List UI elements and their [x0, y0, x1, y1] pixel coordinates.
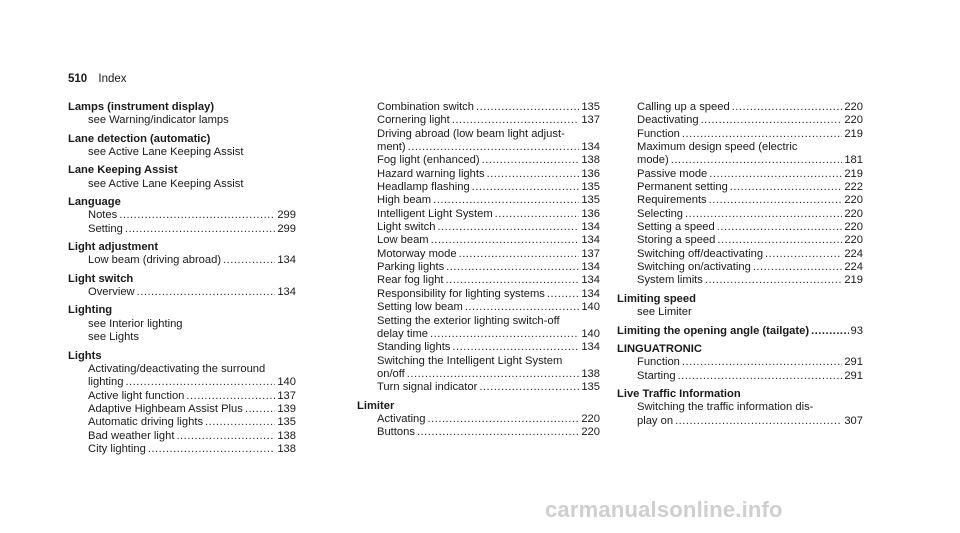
entry-heading: Live Traffic Information	[617, 387, 741, 400]
page-reference[interactable]: 135	[277, 416, 296, 429]
dot-leader	[705, 274, 842, 287]
index-entry	[617, 388, 863, 428]
entry-item-label: Switching on/activating	[637, 261, 751, 274]
page-reference[interactable]: 181	[844, 154, 863, 167]
index-column-1	[68, 101, 296, 456]
dot-leader	[417, 426, 579, 439]
entry-item-row[interactable]	[357, 368, 600, 381]
entry-item-label: Adaptive Highbeam Assist Plus	[88, 402, 243, 415]
entry-item-label: Function	[637, 127, 680, 140]
page-reference[interactable]: 136	[581, 167, 600, 180]
entry-heading: Limiting speed	[617, 292, 696, 305]
dot-leader	[701, 114, 843, 127]
dot-leader	[205, 416, 275, 429]
dot-leader	[753, 261, 843, 274]
dot-leader	[472, 181, 580, 194]
entry-item-row[interactable]	[357, 181, 600, 194]
dot-leader	[685, 208, 842, 221]
entry-item: Switching the traffic information dis-	[637, 401, 814, 414]
entry-item-label: Setting a speed	[637, 221, 715, 234]
entry-item-label: Rear fog light	[377, 274, 444, 287]
dot-leader	[437, 221, 579, 234]
entry-item-label: Headlamp flashing	[377, 181, 470, 194]
index-entry	[68, 133, 296, 160]
entry-item-row[interactable]	[68, 443, 296, 456]
entry-heading: Lane detection (automatic)	[68, 132, 211, 145]
entry-item-label: Calling up a speed	[637, 101, 730, 113]
entry-item-row[interactable]	[357, 248, 600, 261]
page-reference[interactable]: 135	[581, 194, 600, 207]
entry-item-row[interactable]	[617, 101, 863, 114]
dot-leader	[125, 223, 275, 236]
entry-item: see Warning/indicator lamps	[88, 114, 229, 127]
entry-item-row[interactable]	[357, 381, 600, 394]
entry-item-row[interactable]	[357, 413, 600, 426]
dot-leader	[452, 341, 579, 354]
page-reference[interactable]: 291	[844, 356, 863, 369]
dot-leader	[717, 234, 842, 247]
dot-leader	[148, 443, 276, 456]
watermark: carmanualsonline.info	[545, 497, 783, 522]
entry-item-label: Turn signal indicator	[377, 381, 478, 394]
dot-leader	[176, 430, 275, 443]
entry-heading: LINGUATRONIC	[617, 342, 702, 355]
entry-item-row[interactable]	[617, 356, 863, 369]
entry-item: see Active Lane Keeping Assist	[88, 177, 244, 190]
entry-item-label: Light switch	[377, 221, 436, 234]
entry-item-label: Deactivating	[637, 114, 699, 127]
entry-item-label: Passive mode	[637, 167, 708, 180]
dot-leader	[430, 328, 579, 341]
entry-item-label: Low beam	[377, 234, 429, 247]
entry-item-label: Function	[637, 356, 680, 369]
index-entry	[617, 101, 863, 288]
dot-leader	[446, 261, 579, 274]
index-entry	[68, 196, 296, 236]
page-reference[interactable]: 134	[581, 141, 600, 154]
entry-heading: Limiter	[357, 399, 395, 412]
entry-item-label: ment)	[377, 141, 406, 154]
entry-item-row[interactable]	[357, 221, 600, 234]
entry-item-row[interactable]	[357, 328, 600, 341]
entry-item: Switching the Intelligent Light System	[377, 354, 563, 367]
entry-item-label: Notes	[88, 209, 118, 222]
dot-leader	[730, 181, 843, 194]
entry-item-label: Requirements	[637, 194, 707, 207]
dot-leader	[709, 194, 843, 207]
page-reference[interactable]: 224	[844, 247, 863, 260]
dot-leader	[433, 194, 579, 207]
entry-item-label: Switching off/deactivating	[637, 247, 764, 260]
page-reference[interactable]: 138	[581, 154, 600, 167]
dot-leader	[671, 154, 843, 167]
dot-leader	[495, 208, 580, 221]
page-reference[interactable]: 299	[277, 209, 296, 222]
entry-item-row[interactable]	[68, 430, 296, 443]
entry-item: Activating/deactivating the surround	[88, 362, 266, 375]
dot-leader	[482, 154, 580, 167]
entry-item-label: Hazard warning lights	[377, 167, 485, 180]
entry-heading: Light adjustment	[68, 241, 159, 254]
dot-leader	[709, 168, 842, 181]
page-reference[interactable]: 134	[277, 254, 296, 267]
entry-item-row[interactable]	[357, 114, 600, 127]
page-reference[interactable]: 220	[844, 234, 863, 247]
page-reference[interactable]: 140	[581, 327, 600, 340]
index-entry	[357, 101, 600, 395]
entry-item-row[interactable]	[68, 416, 296, 429]
entry-item-row[interactable]	[68, 376, 296, 389]
dot-leader	[487, 168, 580, 181]
entry-heading: Lane Keeping Assist	[68, 164, 178, 177]
dot-leader	[682, 128, 842, 141]
entry-item-row[interactable]	[357, 154, 600, 167]
entry-item-row[interactable]	[617, 370, 863, 383]
entry-heading: Lights	[68, 349, 102, 362]
dot-leader	[675, 415, 842, 428]
index-entry	[68, 350, 296, 457]
index-entry	[617, 343, 863, 383]
page-reference[interactable]: 134	[581, 287, 600, 300]
dot-leader	[459, 248, 580, 261]
entry-item-row[interactable]	[617, 274, 863, 287]
page-reference[interactable]: 135	[581, 381, 600, 394]
page-reference[interactable]: 291	[844, 369, 863, 382]
index-entry	[617, 325, 863, 338]
entry-item-row[interactable]	[617, 114, 863, 127]
index-entry	[617, 293, 863, 320]
entry-item-label: Selecting	[637, 207, 684, 220]
index-entry	[68, 273, 296, 300]
page-reference[interactable]: 93	[850, 324, 863, 337]
page-reference[interactable]: 134	[581, 341, 600, 354]
entry-item-label: Low beam (driving abroad)	[88, 254, 222, 267]
section-title: Index	[98, 73, 127, 85]
dot-leader	[465, 301, 580, 314]
entry-item-row[interactable]	[68, 286, 296, 299]
dot-leader	[682, 356, 842, 369]
entry-item-row[interactable]	[357, 274, 600, 287]
dot-leader	[245, 403, 275, 416]
dot-leader	[407, 368, 580, 381]
dot-leader	[186, 390, 275, 403]
entry-item-label: Responsibility for lighting systems	[377, 287, 545, 300]
entry-item: see Limiter	[637, 306, 692, 319]
index-entry	[357, 400, 600, 440]
entry-item-row[interactable]	[617, 208, 863, 221]
dot-leader	[408, 141, 580, 154]
entry-item-label: Starting	[637, 369, 676, 382]
entry-item: see Active Lane Keeping Assist	[88, 146, 244, 159]
entry-item-label: Setting	[88, 222, 123, 235]
index-entry	[68, 101, 296, 128]
entry-item-row[interactable]	[617, 221, 863, 234]
entry-item-row[interactable]	[617, 128, 863, 141]
entry-item-label: Parking lights	[377, 261, 445, 274]
page-reference[interactable]: 220	[581, 412, 600, 425]
entry-item-row[interactable]	[357, 208, 600, 221]
dot-leader	[765, 248, 842, 261]
entry-item-row[interactable]	[357, 141, 600, 154]
entry-heading: Light switch	[68, 272, 134, 285]
page-reference[interactable]: 219	[844, 167, 863, 180]
entry-item-row[interactable]	[617, 181, 863, 194]
entry-item-row[interactable]	[357, 101, 600, 114]
entry-item-row[interactable]	[68, 209, 296, 222]
page-reference[interactable]: 220	[844, 194, 863, 207]
page-reference[interactable]: 220	[844, 207, 863, 220]
entry-item-label: Motorway mode	[377, 247, 457, 260]
page-reference[interactable]: 138	[277, 442, 296, 455]
entry-item-row[interactable]	[68, 390, 296, 403]
entry-item-label: System limits	[637, 274, 703, 287]
page-reference[interactable]: 220	[844, 101, 863, 113]
dot-leader	[547, 288, 579, 301]
page-reference[interactable]: 140	[581, 301, 600, 314]
entry-item-label: Combination switch	[377, 101, 475, 113]
entry-heading-label: Limiting the opening angle (tailgate)	[617, 324, 810, 337]
dot-leader	[119, 209, 275, 222]
page-reference[interactable]: 138	[581, 367, 600, 380]
dot-leader	[678, 370, 843, 383]
page-reference[interactable]: 224	[844, 261, 863, 274]
entry-item-row[interactable]	[68, 403, 296, 416]
entry-item-label: Storing a speed	[637, 234, 716, 247]
page-reference[interactable]: 134	[581, 261, 600, 274]
dot-leader	[428, 413, 580, 426]
dot-leader	[446, 274, 580, 287]
page-reference[interactable]: 134	[581, 234, 600, 247]
entry-item-label: Activating	[377, 412, 426, 425]
entry-item-label: City lighting	[88, 442, 146, 455]
entry-item-row[interactable]	[617, 194, 863, 207]
dot-leader	[479, 381, 579, 394]
entry-item-label: Overview	[88, 286, 135, 299]
dot-leader	[476, 101, 579, 114]
entry-item-label: Automatic driving lights	[88, 416, 204, 429]
dot-leader	[125, 376, 275, 389]
entry-item-label: Setting low beam	[377, 301, 463, 314]
entry-item-label: Buttons	[377, 426, 415, 439]
entry-heading: Lamps (instrument display)	[68, 101, 215, 113]
entry-item-row[interactable]	[617, 415, 863, 428]
entry-item-label: play on	[637, 414, 674, 427]
page-reference[interactable]: 140	[277, 376, 296, 389]
entry-item-row[interactable]	[68, 254, 296, 267]
entry-item-row[interactable]	[617, 248, 863, 261]
page-reference[interactable]: 134	[581, 221, 600, 234]
page-reference[interactable]: 134	[277, 286, 296, 299]
page-reference[interactable]: 307	[844, 414, 863, 427]
page-number: 510	[68, 73, 88, 85]
dot-leader	[811, 325, 848, 338]
entry-item-row[interactable]	[617, 154, 863, 167]
dot-leader	[717, 221, 843, 234]
entry-item-row[interactable]	[357, 168, 600, 181]
page-reference[interactable]: 135	[581, 181, 600, 194]
entry-item-label: Fog light (enhanced)	[377, 154, 480, 167]
entry-item-row[interactable]	[617, 234, 863, 247]
index-column-3	[617, 101, 863, 428]
index-entry	[68, 241, 296, 268]
entry-item-label: Intelligent Light System	[377, 207, 493, 220]
entry-item-row[interactable]	[357, 261, 600, 274]
dot-leader	[732, 101, 843, 114]
entry-item-row[interactable]	[357, 234, 600, 247]
index-column-2	[357, 101, 600, 440]
entry-item-label: delay time	[377, 327, 428, 340]
page-reference[interactable]: 138	[277, 429, 296, 442]
entry-item-label: lighting	[88, 376, 124, 389]
entry-item-row[interactable]	[357, 301, 600, 314]
entry-item: Driving abroad (low beam light adjust-	[377, 127, 565, 140]
entry-heading: Language	[68, 196, 121, 209]
dot-leader	[431, 234, 580, 247]
page-reference[interactable]: 136	[581, 207, 600, 220]
entry-item-row[interactable]	[357, 426, 600, 439]
index-entry	[68, 164, 296, 191]
page-reference[interactable]: 135	[581, 101, 600, 113]
entry-item-label: High beam	[377, 194, 432, 207]
page-reference[interactable]: 220	[581, 426, 600, 439]
entry-item-label: Bad weather light	[88, 429, 175, 442]
entry-item-row[interactable]	[68, 223, 296, 236]
page-reference[interactable]: 219	[844, 274, 863, 287]
page-reference[interactable]: 134	[581, 274, 600, 287]
page-reference[interactable]: 137	[581, 114, 600, 127]
entry-heading: Lighting	[68, 304, 113, 317]
page-reference[interactable]: 299	[277, 222, 296, 235]
entry-item-row[interactable]	[357, 341, 600, 354]
entry-item-label: Active light function	[88, 389, 185, 402]
index-entry	[68, 304, 296, 344]
entry-item-label: Standing lights	[377, 341, 451, 354]
page-reference[interactable]: 137	[581, 247, 600, 260]
page-header	[68, 73, 127, 85]
page-reference[interactable]: 139	[277, 402, 296, 415]
entry-item-label: on/off	[377, 367, 405, 380]
page-reference[interactable]: 219	[844, 127, 863, 140]
dot-leader	[452, 114, 580, 127]
entry-item-row[interactable]	[357, 194, 600, 207]
entry-item: Setting the exterior lighting switch-off	[377, 314, 560, 327]
page-reference[interactable]: 220	[844, 114, 863, 127]
entry-item-row[interactable]	[617, 168, 863, 181]
page-reference[interactable]: 137	[277, 389, 296, 402]
entry-heading-row[interactable]	[617, 325, 863, 338]
page-reference[interactable]: 220	[844, 221, 863, 234]
entry-item-label: mode)	[637, 154, 669, 167]
entry-item-label: Permanent setting	[637, 181, 728, 194]
entry-item-label: Cornering light	[377, 114, 450, 127]
entry-item: see Lights	[88, 331, 139, 344]
page-reference[interactable]: 222	[844, 181, 863, 194]
dot-leader	[223, 254, 275, 267]
entry-item: Maximum design speed (electric	[637, 141, 798, 154]
entry-item: see Interior lighting	[88, 317, 183, 330]
entry-item-row[interactable]	[617, 261, 863, 274]
entry-item-row[interactable]	[357, 288, 600, 301]
dot-leader	[137, 286, 276, 299]
